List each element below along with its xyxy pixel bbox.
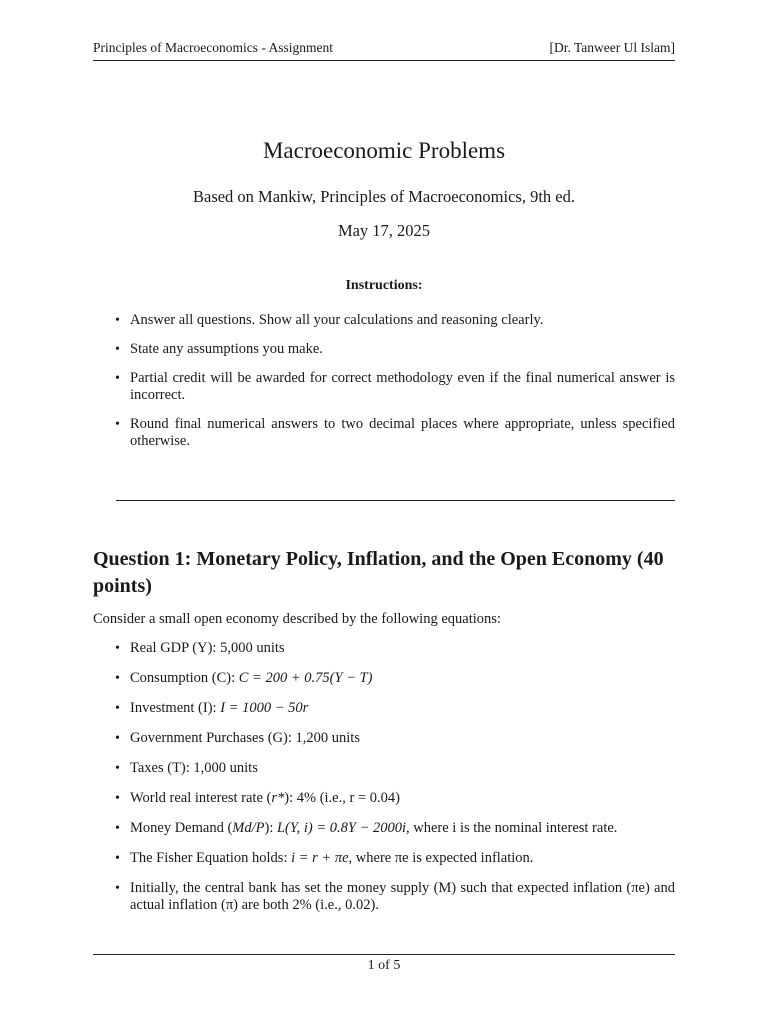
header-author: [Dr. Tanweer Ul Islam] (549, 40, 675, 55)
list-item: • World real interest rate (r*): 4% (i.e., r = 0.04) (115, 790, 400, 806)
list-item: • Investment (I): I = 1000 − 50r (115, 700, 309, 716)
list-item: • Partial credit will be awarded for correct methodology even if the final numerical answer is incorrect. (115, 370, 675, 403)
bullet-icon: • (115, 761, 120, 776)
instructions-heading: Instructions: (345, 278, 423, 293)
bullet-icon: • (115, 881, 120, 896)
list-item: • Round final numerical answers to two decimal places where appropriate, unless specified otherwise. (115, 416, 675, 449)
list-item: • Consumption (C): C = 200 + 0.75(Y − T) (115, 670, 373, 686)
question-1-list (115, 640, 675, 927)
header-course-title: Principles of Macroeconomics - Assignment (93, 40, 333, 55)
footer-rule (93, 954, 675, 955)
bullet-icon: • (115, 701, 120, 716)
page-number: 1 of 5 (367, 958, 401, 973)
question-1-heading: Question 1: Monetary Policy, Inflation, and the Open Economy (40 points) (93, 548, 664, 597)
bullet-icon: • (115, 371, 120, 386)
bullet-icon: • (115, 342, 120, 357)
list-item: • Money Demand (Md/P): L(Y, i) = 0.8Y − 2000i, where i is the nominal interest rate. (115, 820, 618, 836)
list-item: • Taxes (T): 1,000 units (115, 760, 258, 776)
bullet-icon: • (115, 791, 120, 806)
list-item: • Real GDP (Y): 5,000 units (115, 640, 285, 656)
bullet-icon: • (115, 851, 120, 866)
document-date: May 17, 2025 (337, 221, 431, 240)
list-item: • The Fisher Equation holds: i = r + πe, where πe is expected inflation. (115, 850, 534, 866)
document-subtitle: Based on Mankiw, Principles of Macroeconomics, 9th ed. (192, 187, 575, 206)
document-title: Macroeconomic Problems (262, 138, 506, 163)
section-divider (116, 500, 675, 501)
bullet-icon: • (115, 641, 120, 656)
question-1-intro: Consider a small open economy described by the following equations: (93, 611, 501, 627)
bullet-icon: • (115, 417, 120, 432)
list-item: • Government Purchases (G): 1,200 units (115, 730, 360, 746)
bullet-icon: • (115, 671, 120, 686)
list-item: • Answer all questions. Show all your calculations and reasoning clearly. (115, 312, 544, 328)
list-item: • State any assumptions you make. (115, 341, 323, 357)
instructions-list (115, 312, 675, 462)
running-header (93, 40, 675, 56)
bullet-icon: • (115, 821, 120, 836)
bullet-icon: • (115, 313, 120, 328)
bullet-icon: • (115, 731, 120, 746)
header-rule (93, 60, 675, 61)
list-item: • Initially, the central bank has set the money supply (M) such that expected inflation (πe) and actual inflation (π) are both 2% (i.e., 0.02). (115, 880, 675, 913)
